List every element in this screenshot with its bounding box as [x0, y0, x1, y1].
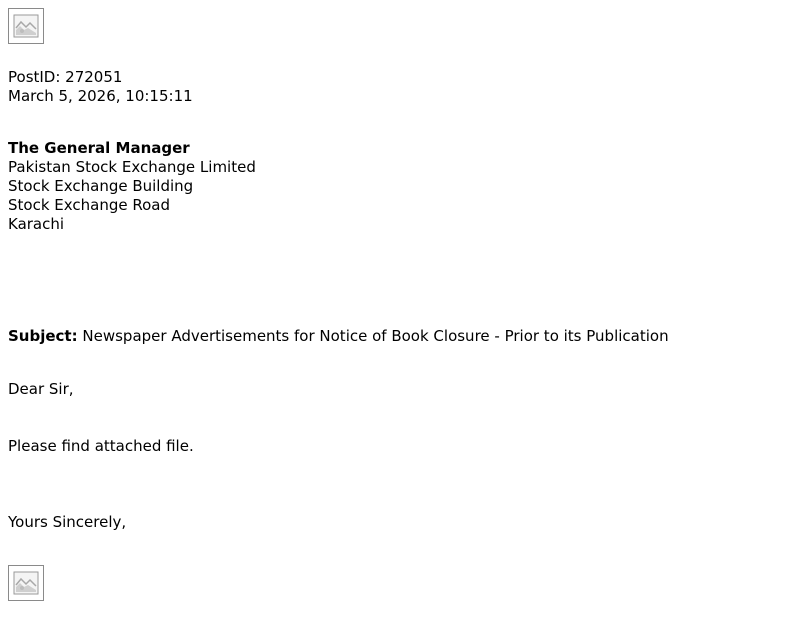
closing: Yours Sincerely,: [8, 513, 127, 531]
footer-signature-broken-image-icon: [8, 565, 44, 601]
post-datetime: March 5, 2026, 10:15:11: [8, 87, 193, 105]
recipient-address: [8, 139, 788, 234]
recipient-line-road: Stock Exchange Road: [8, 196, 170, 214]
post-meta: [8, 68, 788, 106]
greeting: Dear Sir,: [8, 380, 74, 398]
post-id: PostID: 272051: [8, 68, 123, 86]
body-text: Please find attached file.: [8, 437, 194, 455]
header-logo-broken-image-icon: [8, 8, 44, 44]
letter-page: [8, 8, 788, 601]
recipient-line-building: Stock Exchange Building: [8, 177, 194, 195]
recipient-line-organization: Pakistan Stock Exchange Limited: [8, 158, 256, 176]
subject-line: [8, 327, 788, 346]
recipient-title: The General Manager: [8, 139, 190, 157]
recipient-line-city: Karachi: [8, 215, 65, 233]
subject-label: Subject:: [8, 327, 78, 345]
subject-text: Newspaper Advertisements for Notice of Book Closure - Prior to its Publication: [82, 327, 669, 345]
